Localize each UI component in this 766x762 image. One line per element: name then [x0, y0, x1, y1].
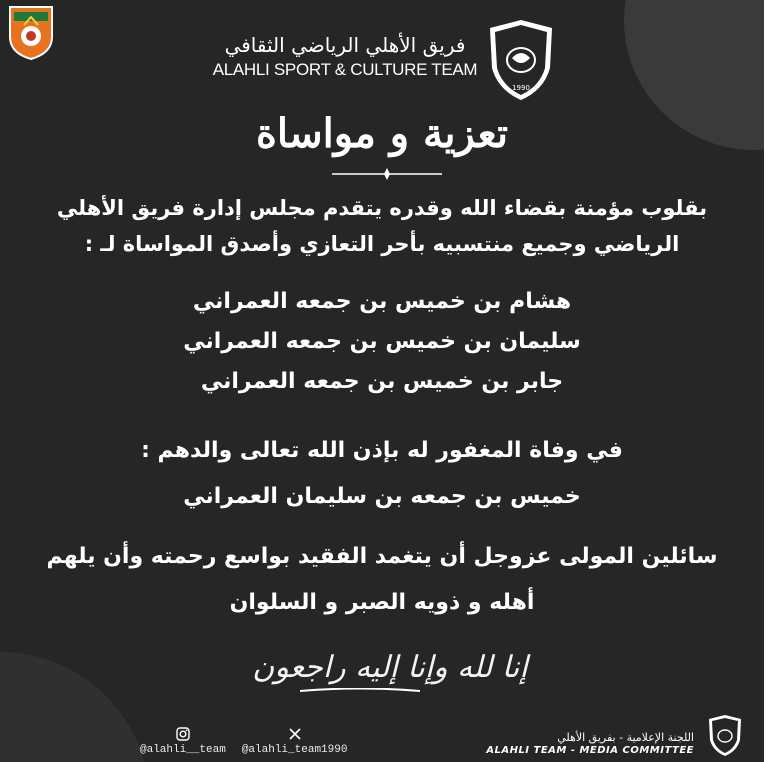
recipient-name: سليمان بن خميس بن جمعه العمراني	[183, 329, 581, 354]
team-header	[200, 32, 490, 80]
poster-title: تعزية و مواساة	[255, 110, 509, 157]
prayer-paragraph	[0, 534, 764, 626]
instagram-icon	[176, 727, 190, 741]
decorative-circle-bottom-left	[0, 652, 150, 762]
social-links	[140, 727, 347, 756]
x-handle: @alahli_team1990	[241, 744, 348, 756]
instagram-handle: @alahli__team	[140, 744, 226, 756]
title-ornament	[332, 168, 442, 180]
team-name-arabic: فريق الأهلي الرياضي الثقافي	[224, 33, 466, 57]
recipients-list	[0, 282, 764, 402]
team-crest-icon	[484, 18, 558, 102]
closing-verse: إنا لله وإنا إليه راجعون	[252, 650, 528, 685]
recipient-name: هشام بن خميس بن جمعه العمراني	[192, 289, 572, 314]
recipient-name: جابر بن خميس بن جمعه العمراني	[200, 369, 564, 394]
committee-english: ALAHLI TEAM - MEDIA COMMITTEE	[486, 745, 694, 756]
x-icon	[288, 727, 302, 741]
partner-club-logo	[4, 3, 58, 61]
calligraphy-stroke	[300, 688, 420, 694]
deceased-name: خميس بن جمعه بن سليمان العمراني	[183, 484, 581, 509]
prayer-line: سائلين المولى عزوجل أن يتغمد الفقيد بواسع رحمته وأن يلهم	[46, 544, 718, 569]
team-crest-small-icon	[706, 714, 744, 758]
team-name-english: ALAHLI SPORT & CULTURE TEAM	[212, 60, 478, 79]
deceased-section	[0, 428, 764, 520]
intro-paragraph	[0, 190, 764, 262]
prayer-line: أهله و ذويه الصبر و السلوان	[229, 590, 535, 615]
instagram-link[interactable]	[140, 727, 226, 756]
x-link[interactable]	[242, 727, 348, 756]
deceased-intro: في وفاة المغفور له بإذن الله تعالى والدهم :	[141, 438, 623, 463]
intro-line: بقلوب مؤمنة بقضاء الله وقدره يتقدم مجلس إدارة فريق الأهلي	[56, 196, 708, 220]
crest-year: 1990	[512, 84, 530, 92]
intro-line: الرياضي وجميع منتسبيه بأحر التعازي وأصدق المواساة لـ :	[84, 232, 680, 256]
media-committee-credit	[486, 730, 694, 756]
committee-arabic: اللجنة الإعلامية - بفريق الأهلي	[557, 731, 694, 744]
